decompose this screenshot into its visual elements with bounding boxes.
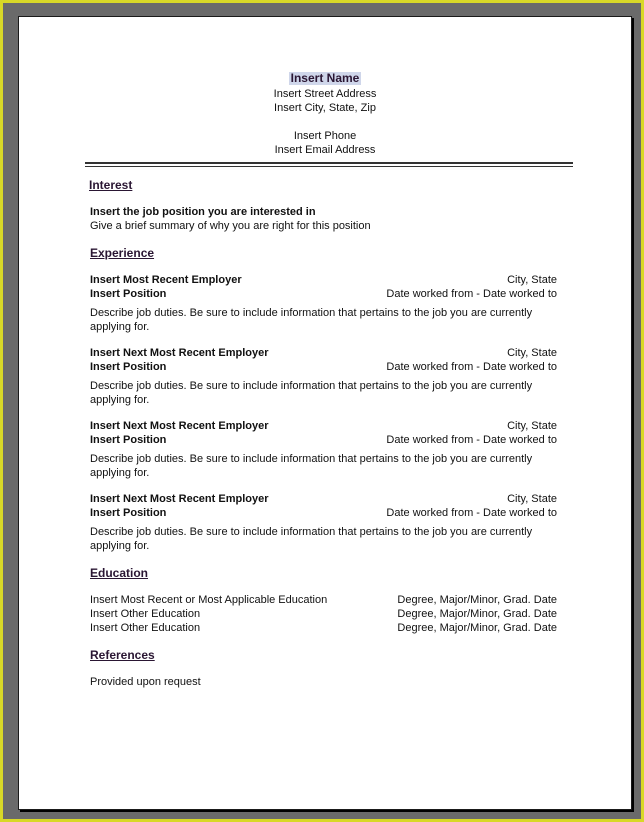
job-duties-line2: applying for.	[90, 394, 150, 406]
interest-heading: Interest	[89, 178, 133, 192]
header-rule-top	[85, 162, 573, 164]
interest-position: Insert the job position you are interested in	[90, 206, 316, 218]
job-duties-line2: applying for.	[90, 321, 150, 333]
job-position: Insert Position	[90, 507, 167, 519]
email: Insert Email Address	[274, 144, 376, 156]
job-employer: Insert Most Recent Employer	[90, 274, 242, 286]
city-state-zip: Insert City, State, Zip	[274, 102, 376, 114]
interest-summary: Give a brief summary of why you are right for this position	[90, 220, 371, 232]
job-employer: Insert Next Most Recent Employer	[90, 347, 269, 359]
job-dates: Date worked from - Date worked to	[386, 507, 557, 519]
job-duties-line1: Describe job duties. Be sure to include information that pertains to the job you are currently	[90, 307, 533, 319]
education-school: Insert Most Recent or Most Applicable Education	[90, 594, 328, 606]
education-degree: Degree, Major/Minor, Grad. Date	[397, 594, 557, 606]
education-heading: Education	[90, 566, 149, 580]
job-position: Insert Position	[90, 288, 167, 300]
job-duties-line1: Describe job duties. Be sure to include information that pertains to the job you are currently	[90, 526, 533, 538]
job-position: Insert Position	[90, 361, 167, 373]
job-location: City, State	[507, 347, 557, 359]
references-text: Provided upon request	[90, 676, 201, 688]
job-employer: Insert Next Most Recent Employer	[90, 493, 269, 505]
education-school: Insert Other Education	[90, 608, 201, 620]
job-employer: Insert Next Most Recent Employer	[90, 420, 269, 432]
job-position: Insert Position	[90, 434, 167, 446]
education-degree: Degree, Major/Minor, Grad. Date	[397, 608, 557, 620]
name-line	[19, 72, 631, 86]
resume-page	[18, 16, 632, 810]
job-duties-line1: Describe job duties. Be sure to include information that pertains to the job you are currently	[90, 453, 533, 465]
job-dates: Date worked from - Date worked to	[386, 361, 557, 373]
references-heading: References	[90, 648, 155, 662]
header-rule-bottom	[85, 166, 573, 167]
phone: Insert Phone	[293, 130, 357, 142]
job-duties-line2: applying for.	[90, 540, 150, 552]
job-dates: Date worked from - Date worked to	[386, 288, 557, 300]
job-dates: Date worked from - Date worked to	[386, 434, 557, 446]
job-location: City, State	[507, 493, 557, 505]
street-address: Insert Street Address	[273, 88, 377, 100]
job-duties-line1: Describe job duties. Be sure to include information that pertains to the job you are currently	[90, 380, 533, 392]
education-school: Insert Other Education	[90, 622, 201, 634]
resume-name[interactable]: Insert Name	[290, 71, 360, 85]
job-duties-line2: applying for.	[90, 467, 150, 479]
job-location: City, State	[507, 420, 557, 432]
job-location: City, State	[507, 274, 557, 286]
education-degree: Degree, Major/Minor, Grad. Date	[397, 622, 557, 634]
experience-heading: Experience	[90, 246, 155, 260]
